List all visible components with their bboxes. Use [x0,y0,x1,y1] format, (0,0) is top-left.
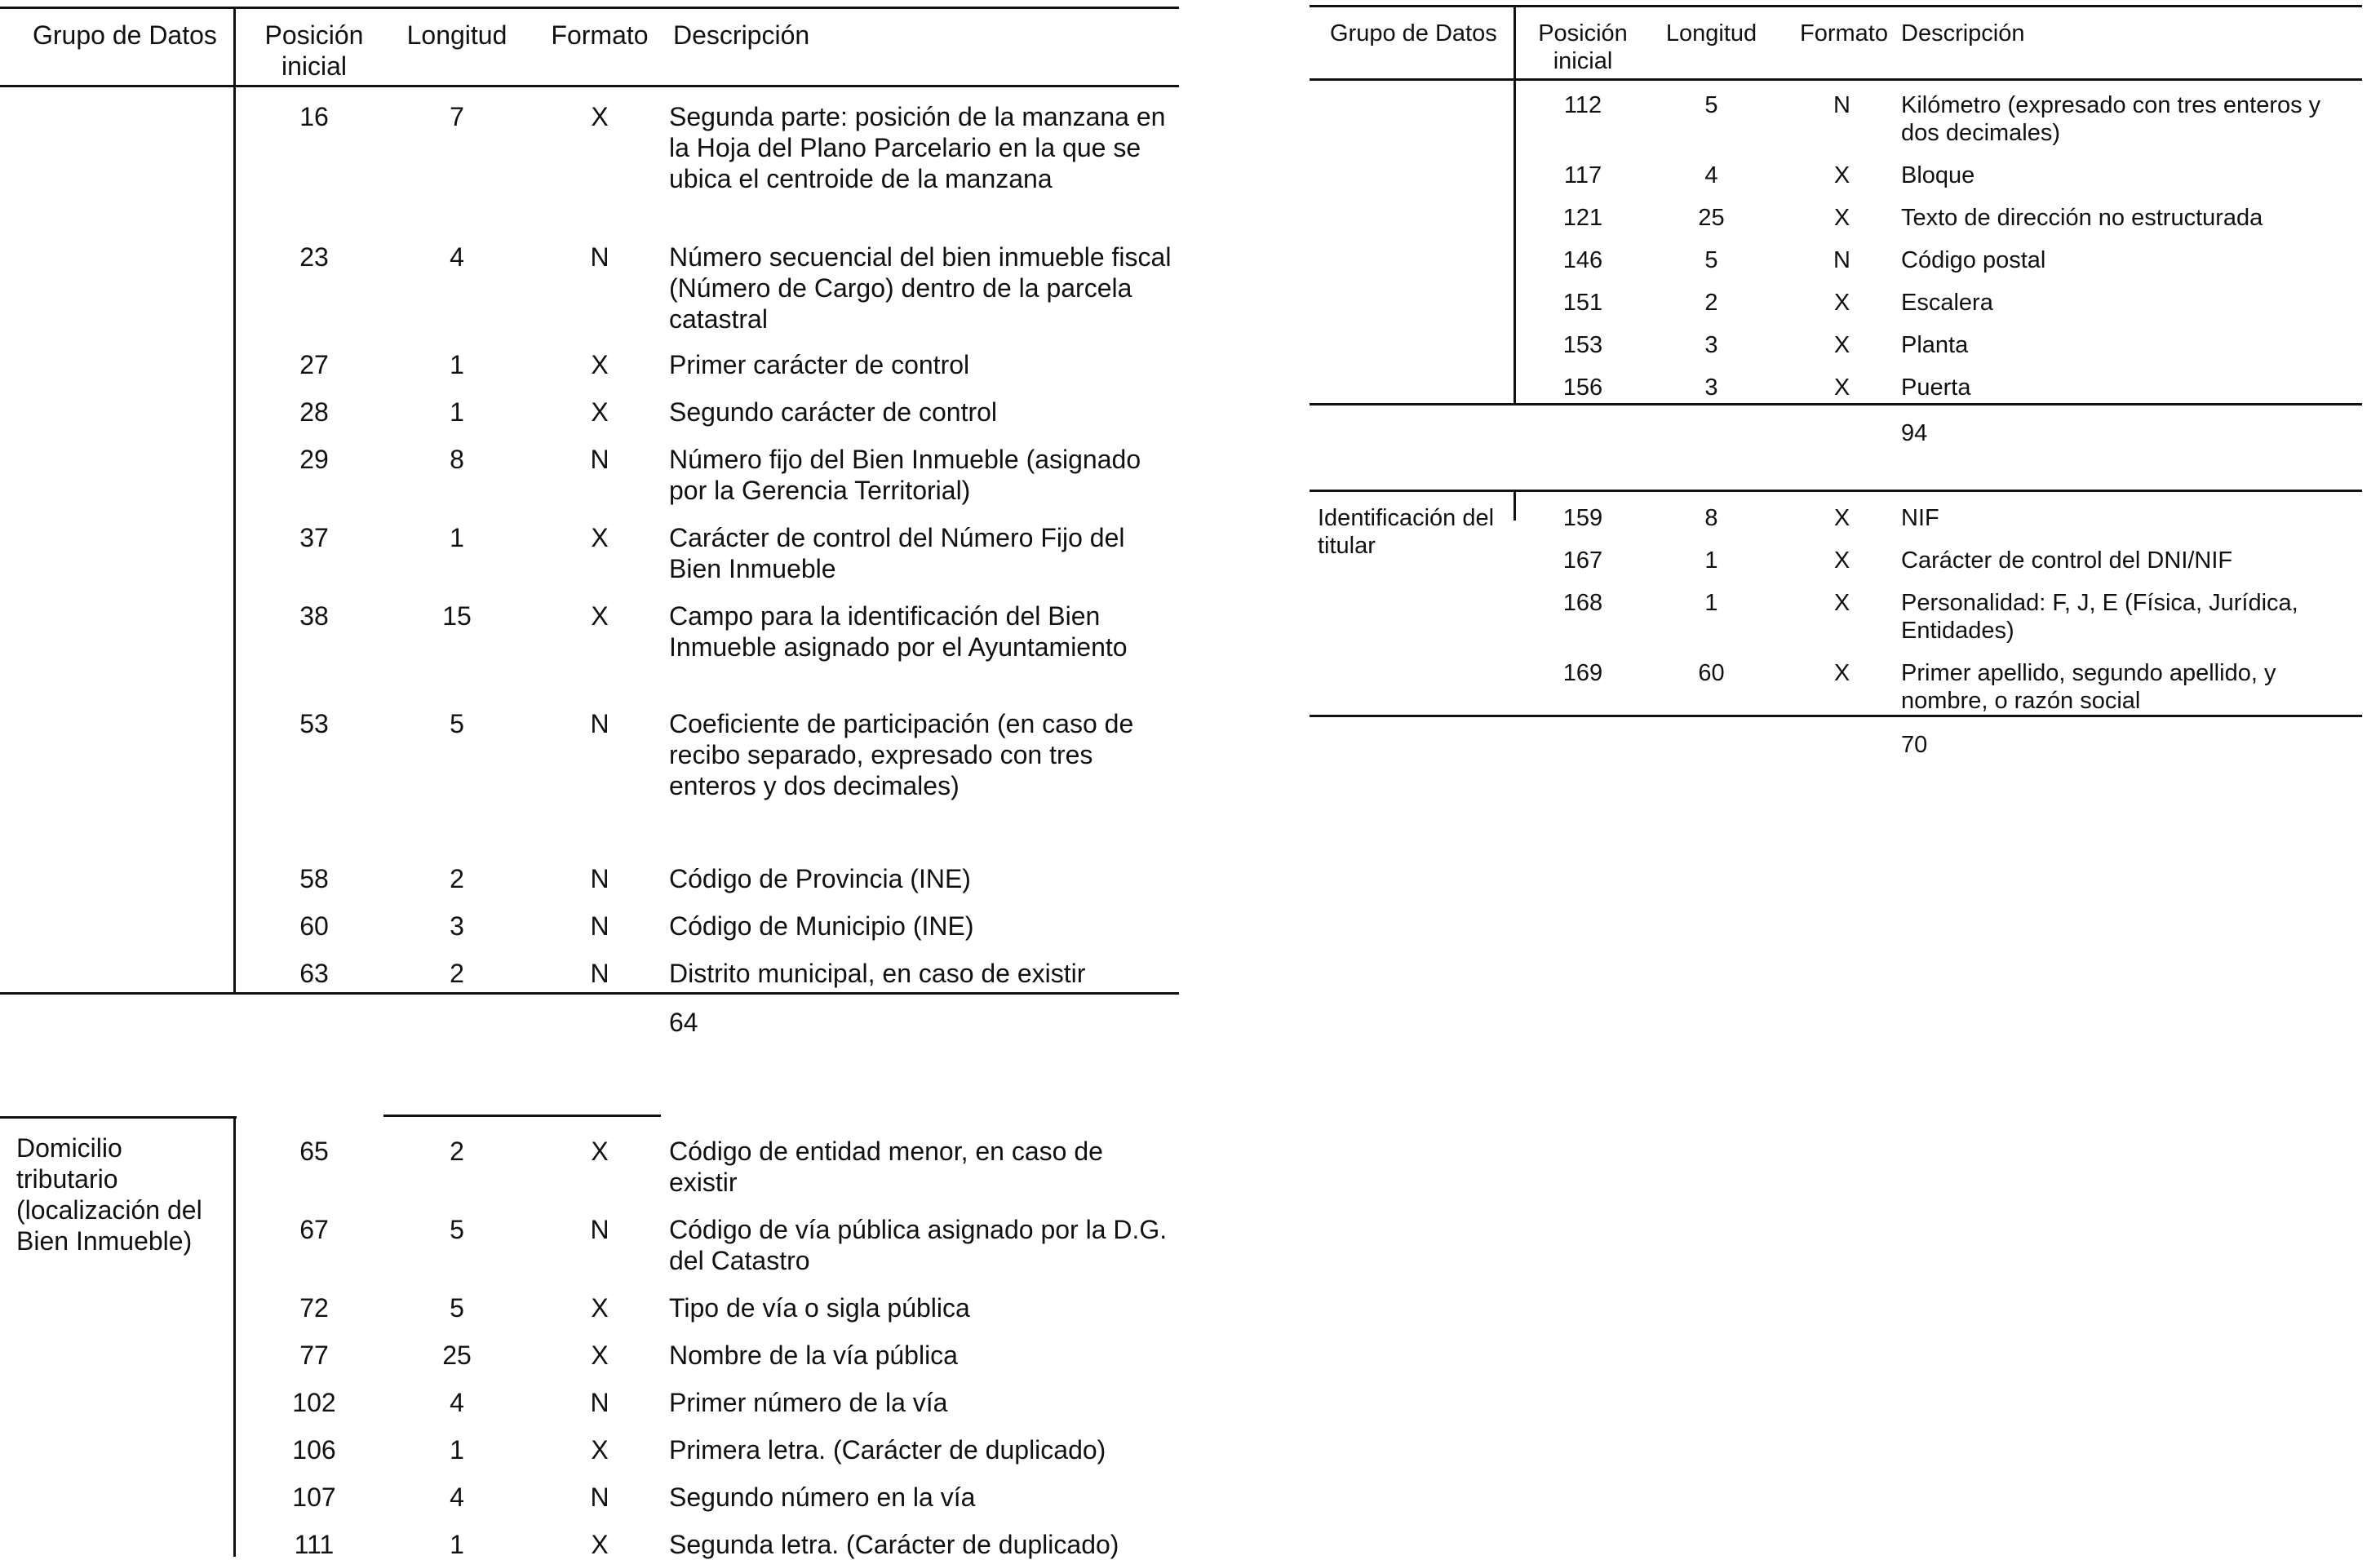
length-cell: 4 [450,1388,464,1417]
description-cell: Planta [1901,332,1969,358]
position-cell: 151 [1562,290,1603,316]
titular-bottom-rule [1310,715,2362,717]
length-cell: 5 [450,1215,464,1244]
format-cell: N [1833,92,1850,118]
position-cell: 77 [299,1341,329,1370]
titular-group-label: Identificación del titular [1318,505,1495,559]
position-cell: 67 [299,1215,329,1244]
format-cell: X [1833,590,1850,616]
position-cell: 58 [299,864,329,893]
right-group-divider [1514,5,1516,403]
length-cell: 2 [1704,290,1718,316]
description-cell: Código de vía pública asignado por la D.G. del Catastro [669,1215,1168,1275]
description-cell: Segundo carácter de control [669,397,998,427]
top-rule [0,7,1179,9]
description-cell: Escalera [1901,290,1993,316]
format-cell: X [1833,162,1850,188]
header-description: Descripción [673,20,810,50]
format-cell: X [1833,660,1850,686]
format-cell: N [590,959,609,988]
position-cell: 102 [292,1388,336,1417]
length-cell: 5 [450,709,464,738]
description-cell: Distrito municipal, en caso de existir [669,959,1086,988]
format-cell: X [591,350,609,379]
format-cell: X [1833,547,1850,574]
description-cell: Campo para la identificación del Bien Inmueble asignado por el Ayuntamiento [669,601,1128,662]
right-header-rule [1310,78,2362,81]
position-cell: 27 [299,350,329,379]
position-cell: 63 [299,959,329,988]
position-cell: 111 [294,1530,335,1559]
format-cell: N [590,864,609,893]
length-cell: 25 [1698,205,1725,231]
length-cell: 8 [450,445,464,474]
format-cell: X [1833,332,1850,358]
right-header-description: Descripción [1901,20,2025,47]
position-cell: 169 [1562,660,1603,686]
length-cell: 4 [450,242,464,272]
position-cell: 37 [299,523,329,552]
position-cell: 106 [292,1435,336,1465]
description-cell: Primer número de la vía [669,1388,948,1417]
header-format: Formato [551,20,649,50]
titular-total: 70 [1901,732,1928,758]
position-cell: 153 [1562,332,1603,358]
description-cell: NIF [1901,505,1939,531]
format-cell: X [591,397,609,427]
length-cell: 5 [1704,92,1718,118]
description-cell: Personalidad: F, J, E (Física, Jurídica, Entidades) [1901,590,2298,644]
length-cell: 3 [1704,332,1718,358]
format-cell: X [591,1137,609,1166]
domicilio-top-rule-left [0,1116,237,1119]
length-cell: 8 [1704,505,1718,531]
domicilio-group-divider [233,1116,236,1557]
format-cell: X [1833,205,1850,231]
position-cell: 65 [299,1137,329,1166]
length-cell: 1 [1704,590,1718,616]
description-cell: Puerta [1901,374,1971,401]
position-cell: 107 [292,1482,336,1512]
description-cell: Nombre de la vía pública [669,1341,958,1370]
format-cell: X [591,1435,609,1465]
format-cell: X [1833,290,1850,316]
format-cell: X [591,1293,609,1323]
position-cell: 23 [299,242,329,272]
header-rule [0,85,1179,87]
right-top-rule [1310,5,2362,7]
description-cell: Kilómetro (expresado con tres enteros y dos decimales) [1901,92,2321,146]
format-cell: N [590,709,609,738]
length-cell: 1 [450,350,464,379]
bottom-rule [0,992,1179,995]
description-cell: Primer carácter de control [669,350,970,379]
description-cell: Número fijo del Bien Inmueble (asignado por la Gerencia Territorial) [669,445,1141,505]
length-cell: 25 [442,1341,472,1370]
length-cell: 1 [450,523,464,552]
format-cell: X [1833,374,1850,401]
length-cell: 5 [450,1293,464,1323]
length-cell: 2 [450,959,464,988]
position-cell: 72 [299,1293,329,1323]
position-cell: 28 [299,397,329,427]
length-cell: 4 [450,1482,464,1512]
description-cell: Código de Provincia (INE) [669,864,971,893]
description-cell: Carácter de control del DNI/NIF [1901,547,2233,574]
header-group: Grupo de Datos [33,20,217,50]
length-cell: 2 [450,1137,464,1166]
length-cell: 5 [1704,247,1718,273]
length-cell: 3 [450,911,464,941]
description-cell: Código postal [1901,247,2046,273]
position-cell: 121 [1562,205,1603,231]
length-cell: 60 [1698,660,1725,686]
description-cell: Segunda letra. (Carácter de duplicado) [669,1530,1119,1559]
description-cell: Primera letra. (Carácter de duplicado) [669,1435,1106,1465]
domicilio-top-rule-right [383,1115,661,1117]
position-cell: 167 [1562,547,1603,574]
format-cell: X [591,1530,609,1559]
format-cell: N [590,445,609,474]
position-cell: 60 [299,911,329,941]
description-cell: Carácter de control del Número Fijo del Bien Inmueble [669,523,1125,583]
left-total: 64 [669,1008,698,1037]
length-cell: 15 [442,601,472,631]
domicilio-group-label: Domicilio tributario (localización del Bien Inmueble) [16,1133,202,1256]
position-cell: 168 [1562,590,1603,616]
right-bottom-rule [1310,403,2362,406]
length-cell: 1 [1704,547,1718,574]
right-header-format: Formato [1800,20,1888,47]
description-cell: Bloque [1901,162,1975,188]
format-cell: N [590,242,609,272]
format-cell: X [1833,505,1850,531]
position-cell: 53 [299,709,329,738]
format-cell: X [591,601,609,631]
format-cell: N [590,1482,609,1512]
length-cell: 3 [1704,374,1718,401]
position-cell: 29 [299,445,329,474]
description-cell: Código de Municipio (INE) [669,911,974,941]
position-cell: 146 [1562,247,1603,273]
header-length: Longitud [406,20,507,50]
description-cell: Coeficiente de participación (en caso de recibo separado, expresado con tres enteros y dos decimales) [669,709,1134,800]
description-cell: Segundo número en la vía [669,1482,976,1512]
length-cell: 4 [1704,162,1718,188]
right-header-length: Longitud [1665,20,1757,47]
right-header-group: Grupo de Datos [1330,20,1497,47]
right-total: 94 [1901,420,1928,446]
position-cell: 117 [1563,162,1602,188]
format-cell: N [590,1215,609,1244]
format-cell: N [1833,247,1850,273]
description-cell: Segunda parte: posición de la manzana en la Hoja del Plano Parcelario en la que se ubica el centroide de la manzana [669,102,1166,193]
position-cell: 16 [299,102,329,131]
format-cell: X [591,523,609,552]
header-position: Posición inicial [264,20,364,81]
description-cell: Texto de dirección no estructurada [1901,205,2263,231]
titular-top-rule [1310,490,2362,492]
format-cell: X [591,1341,609,1370]
right-header-position: Posición inicial [1538,20,1628,74]
format-cell: N [590,911,609,941]
titular-group-divider [1514,490,1516,521]
position-cell: 38 [299,601,329,631]
length-cell: 1 [450,1530,464,1559]
group-divider [233,7,236,992]
description-cell: Tipo de vía o sigla pública [669,1293,970,1323]
description-cell: Número secuencial del bien inmueble fiscal (Número de Cargo) dentro de la parcela catastral [669,242,1172,334]
format-cell: X [591,102,609,131]
length-cell: 1 [450,397,464,427]
length-cell: 2 [450,864,464,893]
description-cell: Código de entidad menor, en caso de existir [669,1137,1103,1197]
format-cell: N [590,1388,609,1417]
length-cell: 7 [450,102,464,131]
position-cell: 156 [1562,374,1603,401]
description-cell: Primer apellido, segundo apellido, y nombre, o razón social [1901,660,2276,714]
position-cell: 112 [1563,92,1602,118]
length-cell: 1 [450,1435,464,1465]
position-cell: 159 [1562,505,1603,531]
